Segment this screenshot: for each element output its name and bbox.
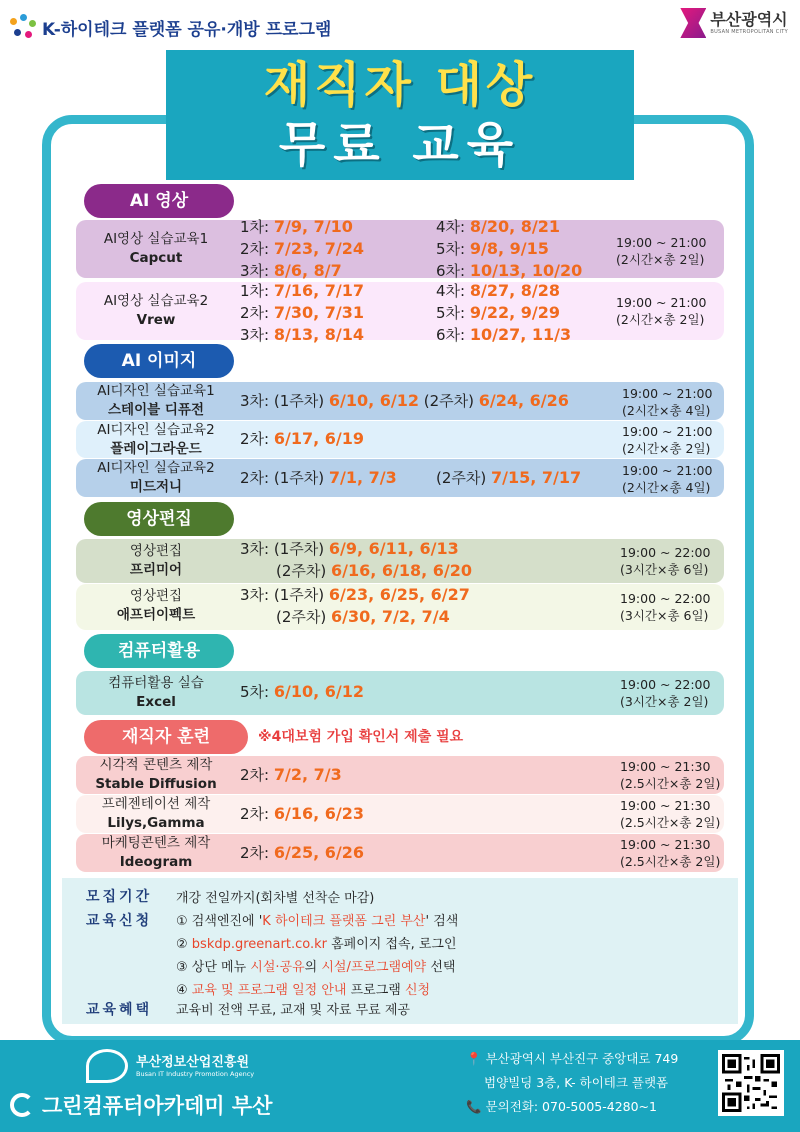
location-pin-icon: 📍 bbox=[466, 1051, 482, 1066]
address-line2: 범양빌딩 3층, K- 하이테크 플랫폼 bbox=[484, 1075, 669, 1090]
course-row bbox=[76, 834, 724, 872]
busan-name-en: BUSAN METROPOLITAN CITY bbox=[710, 29, 788, 35]
schedule: 2차: 6/17, 6/19 bbox=[240, 429, 364, 448]
schedule: 3차: (1주차) 6/10, 6/12 (2주차) 6/24, 6/26 bbox=[240, 391, 569, 410]
top-bar bbox=[0, 0, 800, 50]
benefit-text: 교육비 전액 무료, 교재 및 자료 무료 제공 bbox=[176, 1003, 410, 1018]
course-name: 컴퓨터활용 실습 Excel bbox=[108, 675, 204, 710]
title-line1: 재직자 대상 bbox=[263, 57, 537, 113]
org-name-en: Busan IT Industry Promotion Agency bbox=[136, 1069, 255, 1078]
section-label-training: 재직자 훈련 bbox=[84, 720, 248, 754]
schedule: 2차: 6/16, 6/23 bbox=[240, 804, 364, 823]
course-row bbox=[76, 539, 724, 583]
course-time: 19:00 ~ 21:30 (2.5시간×총 2일) bbox=[620, 798, 721, 830]
section-label-video-edit: 영상편집 bbox=[84, 502, 234, 536]
course-time: 19:00 ~ 21:00 (2시간×총 2일) bbox=[616, 235, 707, 267]
course-row bbox=[76, 459, 724, 497]
apply-label: 교육신청 bbox=[86, 913, 153, 929]
k-hitech-logo bbox=[10, 14, 331, 40]
course-time: 19:00 ~ 21:00 (2시간×총 4일) bbox=[622, 463, 713, 495]
schedule: 2차: (1주차) 7/1, 7/3 bbox=[240, 468, 397, 487]
busan-name: 부산광역시 bbox=[710, 10, 788, 29]
course-time: 19:00 ~ 21:30 (2.5시간×총 2일) bbox=[620, 837, 721, 869]
course-row bbox=[76, 671, 724, 715]
benefit-label: 교육혜택 bbox=[86, 1002, 153, 1018]
course-time: 19:00 ~ 21:00 (2시간×총 2일) bbox=[616, 295, 707, 327]
bipa-mark-icon bbox=[86, 1049, 128, 1083]
qr-code-icon[interactable] bbox=[718, 1050, 784, 1116]
apply-step-3: ③ 상단 메뉴 시설·공유의 시설/프로그램예약 선택 bbox=[176, 960, 456, 975]
course-row bbox=[76, 281, 724, 344]
apply-step-2: ② bskdp.greenart.co.kr 홈페이지 접속, 로그인 bbox=[176, 937, 457, 952]
schedule-left: 1차: 7/16, 7/17 2차: 7/30, 7/31 3차: 8/13, 8/14 bbox=[240, 281, 364, 344]
course-time: 19:00 ~ 22:00 (3시간×총 6일) bbox=[620, 591, 711, 623]
course-time: 19:00 ~ 21:00 (2시간×총 4일) bbox=[622, 386, 713, 418]
training-note: ※4대보험 가입 확인서 제출 필요 bbox=[258, 729, 464, 745]
academy-mark-icon bbox=[10, 1093, 34, 1117]
title-line2: 무료 교육 bbox=[278, 117, 522, 173]
address-line1: 📍 부산광역시 부산진구 중앙대로 749 bbox=[466, 1051, 679, 1066]
course-name: AI디자인 실습교육2 플레이그라운드 bbox=[97, 422, 215, 457]
course-row bbox=[76, 795, 724, 833]
schedule-week2: (2주차) 7/15, 7/17 bbox=[436, 468, 582, 487]
course-row bbox=[76, 756, 724, 794]
course-row bbox=[76, 421, 724, 458]
section-label-ai-video: AI 영상 bbox=[84, 184, 234, 218]
course-name: AI영상 실습교육1 Capcut bbox=[103, 231, 209, 266]
recruit-period-text: 개강 전일까지(회차별 선착순 마감) bbox=[176, 891, 375, 906]
section-label-computer: 컴퓨터활용 bbox=[84, 634, 234, 668]
k-hitech-mark-icon bbox=[10, 14, 36, 40]
course-name: 마케팅콘텐츠 제작 Ideogram bbox=[101, 835, 211, 870]
apply-step-1: ① 검색엔진에 'K 하이테크 플랫폼 그린 부산' 검색 bbox=[176, 914, 459, 929]
course-name: 영상편집 프리미어 bbox=[129, 543, 183, 578]
course-time: 19:00 ~ 22:00 (3시간×총 2일) bbox=[620, 677, 711, 709]
course-row bbox=[76, 584, 724, 630]
course-name: AI영상 실습교육2 Vrew bbox=[103, 293, 209, 328]
schedule: 3차: (1주차) 6/23, 6/25, 6/27 (2주차) 6/30, 7/2, 7/4 bbox=[240, 585, 470, 626]
recruit-period-label: 모집기간 bbox=[86, 889, 153, 905]
schedule-right: 4차: 8/27, 8/28 5차: 9/22, 9/29 6차: 10/27, 11/3 bbox=[436, 281, 572, 344]
busan-city-logo bbox=[680, 8, 788, 38]
section-label-ai-image: AI 이미지 bbox=[84, 344, 234, 378]
schedule: 2차: 6/25, 6/26 bbox=[240, 843, 364, 862]
schedule: 2차: 7/2, 7/3 bbox=[240, 765, 342, 784]
busan-mark-icon bbox=[680, 8, 706, 38]
main-title bbox=[166, 50, 634, 180]
apply-step-4: ④ 교육 및 프로그램 일정 안내 프로그램 신청 bbox=[176, 983, 431, 998]
course-name: 프레젠테이션 제작 Lilys,Gamma bbox=[101, 796, 211, 831]
schedule: 5차: 6/10, 6/12 bbox=[240, 682, 364, 701]
bipa-logo bbox=[86, 1049, 254, 1083]
org-name: 부산정보산업진흥원 bbox=[136, 1054, 250, 1070]
course-name: AI디자인 실습교육1 스테이블 디퓨전 bbox=[97, 383, 215, 418]
course-time: 19:00 ~ 21:00 (2시간×총 2일) bbox=[622, 424, 713, 456]
academy-logo bbox=[10, 1090, 272, 1120]
schedule-left: 1차: 7/9, 7/10 2차: 7/23, 7/24 3차: 8/6, 8/7 bbox=[240, 217, 364, 280]
course-time: 19:00 ~ 21:30 (2.5시간×총 2일) bbox=[620, 759, 721, 791]
course-name: 시각적 콘텐츠 제작 Stable Diffusion bbox=[95, 757, 217, 792]
program-title: K-하이테크 플랫폼 공유·개방 프로그램 bbox=[42, 19, 332, 40]
course-name: AI디자인 실습교육2 미드저니 bbox=[97, 460, 215, 495]
academy-name: 그린컴퓨터아카데미 부산 bbox=[42, 1094, 273, 1118]
schedule-right: 4차: 8/20, 8/21 5차: 9/8, 9/15 6차: 10/13, 10/20 bbox=[436, 217, 583, 280]
course-time: 19:00 ~ 22:00 (3시간×총 6일) bbox=[620, 545, 711, 577]
course-row bbox=[76, 217, 724, 280]
course-row bbox=[76, 382, 724, 420]
phone-icon: 📞 bbox=[466, 1099, 482, 1114]
course-name: 영상편집 애프터이펙트 bbox=[116, 588, 196, 623]
schedule: 3차: (1주차) 6/9, 6/11, 6/13 (2주차) 6/16, 6/18, 6/20 bbox=[240, 539, 473, 580]
phone: 📞 문의전화: 070-5005-4280~1 bbox=[466, 1099, 657, 1114]
